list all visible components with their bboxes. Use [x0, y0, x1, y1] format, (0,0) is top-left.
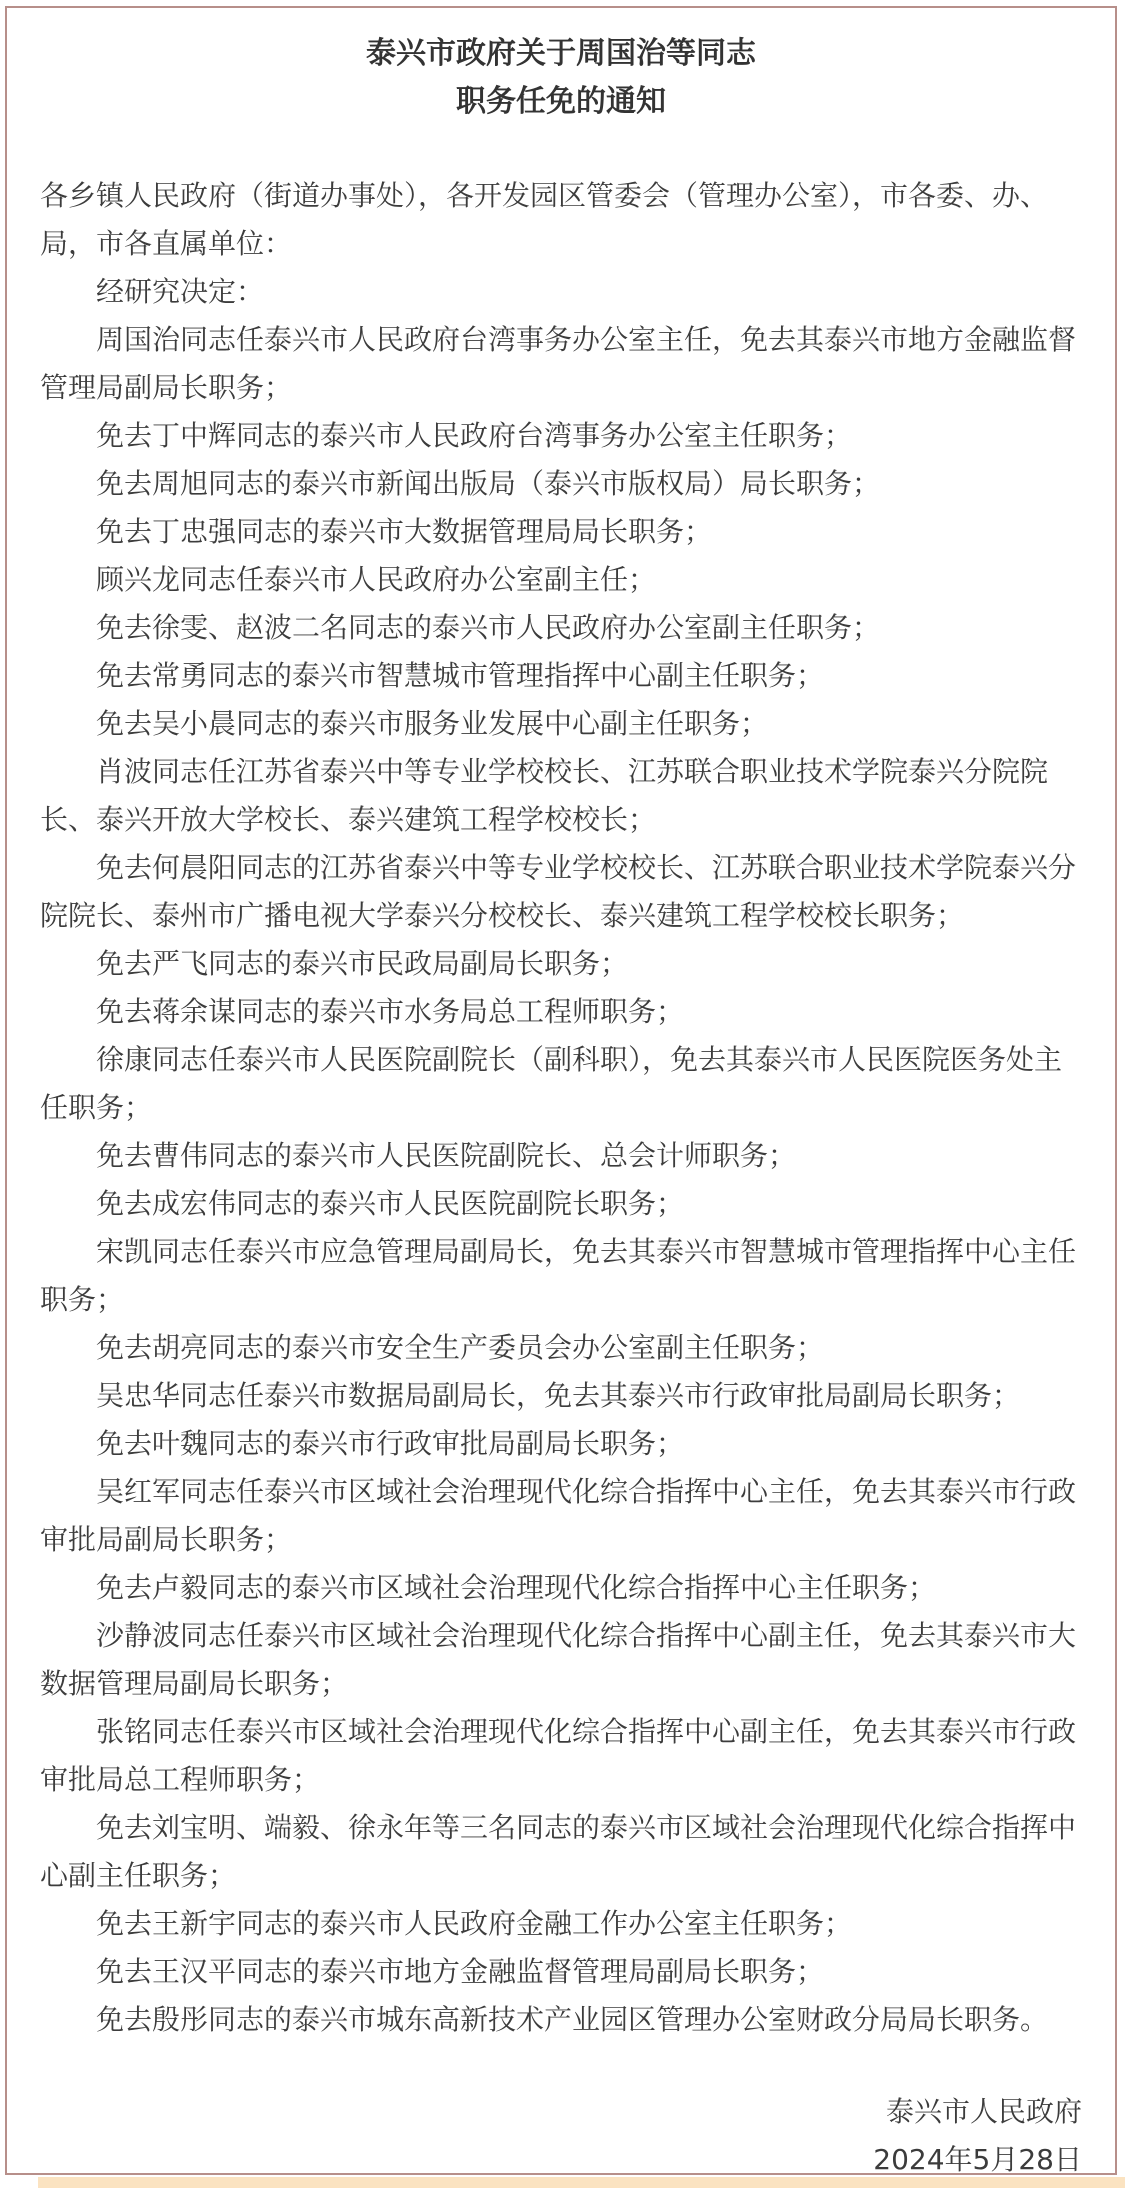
notice-paragraph: 免去卢毅同志的泰兴市区域社会治理现代化综合指挥中心主任职务； [96, 1571, 937, 1604]
issue-date: 2024年5月28日 [873, 2143, 1082, 2176]
notice-salutation: 各乡镇人民政府（街道办事处），各开发园区管委会（管理办公室），市各委、办、局，市各直属单位： [40, 179, 1049, 260]
notice-paragraph: 免去叶魏同志的泰兴市行政审批局副局长职务； [96, 1427, 685, 1460]
notice-paragraph: 张铭同志任泰兴市区域社会治理现代化综合指挥中心副主任，免去其泰兴市行政审批局总工程师职务； [40, 1715, 1077, 1796]
notice-paragraph: 免去刘宝明、端毅、徐永年等三名同志的泰兴市区域社会治理现代化综合指挥中心副主任职务； [40, 1811, 1077, 1892]
notice-paragraph: 免去蒋余谋同志的泰兴市水务局总工程师职务； [96, 995, 685, 1028]
notice-paragraph: 吴忠华同志任泰兴市数据局副局长，免去其泰兴市行政审批局副局长职务； [96, 1379, 1021, 1412]
notice-closing [40, 2088, 1082, 2184]
notice-title [40, 30, 1082, 126]
notice-paragraph: 吴红军同志任泰兴市区域社会治理现代化综合指挥中心主任，免去其泰兴市行政审批局副局长职务； [40, 1475, 1077, 1556]
notice-title-line1: 泰兴市政府关于周国治等同志 [366, 36, 756, 71]
notice-paragraph: 免去王汉平同志的泰兴市地方金融监督管理局副局长职务； [96, 1955, 825, 1988]
notice-paragraph: 周国治同志任泰兴市人民政府台湾事务办公室主任，免去其泰兴市地方金融监督管理局副局长职务； [40, 323, 1077, 404]
notice-paragraph: 免去周旭同志的泰兴市新闻出版局（泰兴市版权局）局长职务； [96, 467, 881, 500]
notice-paragraph: 肖波同志任江苏省泰兴中等专业学校校长、江苏联合职业技术学院泰兴分院院长、泰兴开放大学校长、泰兴建筑工程学校校长； [40, 755, 1049, 836]
notice-title-line2: 职务任免的通知 [456, 84, 666, 119]
notice-paragraph: 免去严飞同志的泰兴市民政局副局长职务； [96, 947, 629, 980]
notice-paragraph: 免去殷彤同志的泰兴市城东高新技术产业园区管理办公室财政分局局长职务。 [96, 2003, 1049, 2036]
notice-paragraph: 宋凯同志任泰兴市应急管理局副局长，免去其泰兴市智慧城市管理指挥中心主任职务； [40, 1235, 1077, 1316]
issuer-signature: 泰兴市人民政府 [885, 2095, 1082, 2128]
notice-paragraph: 顾兴龙同志任泰兴市人民政府办公室副主任； [96, 563, 657, 596]
notice-paragraph: 免去徐雯、赵波二名同志的泰兴市人民政府办公室副主任职务； [96, 611, 881, 644]
notice-paragraph: 经研究决定： [96, 275, 265, 308]
notice-paragraph: 免去丁忠强同志的泰兴市大数据管理局局长职务； [96, 515, 713, 548]
notice-paragraph: 免去成宏伟同志的泰兴市人民医院副院长职务； [96, 1187, 685, 1220]
footer-strip [38, 2177, 1125, 2188]
notice-paragraph: 沙静波同志任泰兴市区域社会治理现代化综合指挥中心副主任，免去其泰兴市大数据管理局副局长职务； [40, 1619, 1077, 1700]
notice-paragraph: 免去曹伟同志的泰兴市人民医院副院长、总会计师职务； [96, 1139, 797, 1172]
notice-paragraph: 免去胡亮同志的泰兴市安全生产委员会办公室副主任职务； [96, 1331, 825, 1364]
notice-paragraph: 免去常勇同志的泰兴市智慧城市管理指挥中心副主任职务； [96, 659, 825, 692]
notice-paragraph: 徐康同志任泰兴市人民医院副院长（副科职），免去其泰兴市人民医院医务处主任职务； [40, 1043, 1063, 1124]
notice-paragraph: 免去丁中辉同志的泰兴市人民政府台湾事务办公室主任职务； [96, 419, 853, 452]
notice-paragraph: 免去王新宇同志的泰兴市人民政府金融工作办公室主任职务； [96, 1907, 853, 1940]
notice-paragraph: 免去何晨阳同志的江苏省泰兴中等专业学校校长、江苏联合职业技术学院泰兴分院院长、泰州市广播电视大学泰兴分校校长、泰兴建筑工程学校校长职务； [40, 851, 1077, 932]
notice-body [40, 268, 1082, 2044]
notice-document [5, 6, 1117, 2175]
notice-paragraph: 免去吴小晨同志的泰兴市服务业发展中心副主任职务； [96, 707, 769, 740]
